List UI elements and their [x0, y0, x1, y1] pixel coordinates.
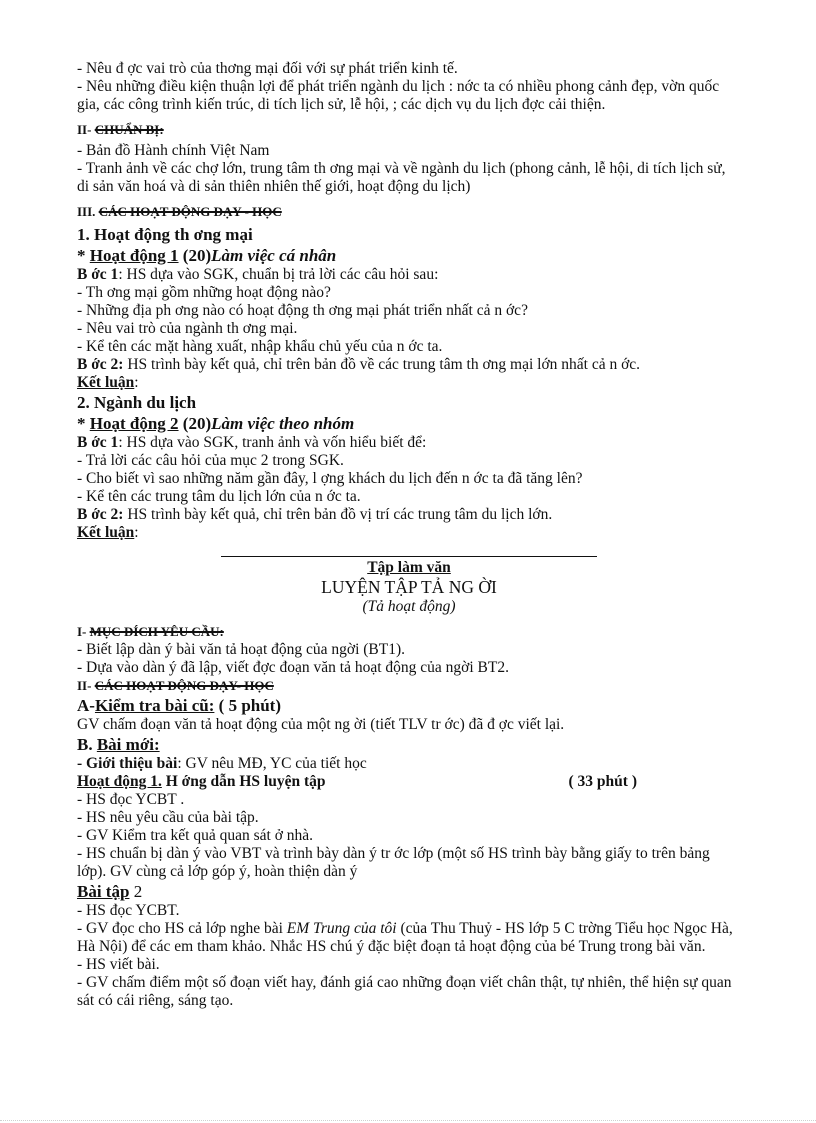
section-3-title: CÁC HOẠT ĐỘNG DẠY - HỌC — [98, 204, 282, 219]
document-page — [77, 60, 741, 1010]
activity-1-question: - Nêu vai trò của ngành th ơng mại. — [77, 320, 298, 337]
exercise-2-item: - HS viết bài. — [77, 956, 160, 973]
activity-1-step-2: B ớc 2: HS trình bày kết quả, chỉ trên bản đồ về các trung tâm th ơng mại lớn nhất cả n ớc. — [77, 356, 641, 373]
activities-heading: II- CÁC HOẠT ĐỘNG DẠY- HỌC — [77, 678, 274, 693]
goals-title: MỤC ĐÍCH YÊU CẦU: — [89, 624, 224, 639]
exercise-2-heading: Bài tập 2 — [77, 882, 143, 901]
goal-item-2: - Dựa vào dàn ý đã lập, viết đợc đoạn văn tả hoạt động của ngời BT2. — [77, 659, 509, 676]
lesson-subject: Tập làm văn — [367, 559, 451, 576]
section-divider — [221, 556, 597, 557]
activity-2-question: - Kể tên các trung tâm du lịch lớn của n ớc ta. — [77, 488, 361, 505]
guided-practice-time: ( 33 phút ) — [568, 773, 637, 790]
prep-item-1: - Bản đồ Hành chính Việt Nam — [77, 142, 270, 159]
exercise-2-item: - HS đọc YCBT. — [77, 902, 180, 919]
activities-title: CÁC HOẠT ĐỘNG DẠY- HỌC — [94, 678, 274, 693]
exercise-2-item: - GV đọc cho HS cả lớp nghe bài EM Trung của tôi (của Thu Thuỷ - HS lớp 5 C trờng Tiểu học Ngọc Hà, Hà Nội) để các em tham khảo. Nhắc HS chú ý đặc biệt đoạn tả hoạt động của bé Trung trong bài văn. — [77, 920, 733, 955]
practice-item: - HS chuẩn bị dàn ý vào VBT và trình bày dàn ý tr ớc lớp (một số HS trình bày bằng giấy to trên bảng lớp). GV cùng cả lớp góp ý, hoàn thiện dàn ý — [77, 845, 710, 880]
practice-item: - HS nêu yêu cầu của bài tập. — [77, 809, 259, 826]
activity-1-step-1: B ớc 1: HS dựa vào SGK, chuẩn bị trả lời các câu hỏi sau: — [77, 266, 439, 283]
section-3-heading: III. CÁC HOẠT ĐỘNG DẠY - HỌC — [77, 204, 282, 219]
goals-heading: I- MỤC ĐÍCH YÊU CẦU: — [77, 624, 224, 639]
activity-2-question: - Trả lời các câu hỏi của mục 2 trong SGK. — [77, 452, 344, 469]
activity-1-question: - Kể tên các mặt hàng xuất, nhập khẩu chủ yếu của n ớc ta. — [77, 338, 443, 355]
activity-2-conclusion: Kết luận: — [77, 524, 139, 541]
lesson-subtitle: (Tả hoạt động) — [362, 598, 456, 615]
practice-item: - HS đọc YCBT . — [77, 791, 185, 808]
review-heading: A-Kiểm tra bài cũ: ( 5 phút) — [77, 696, 282, 715]
activity-2-mode: Làm việc theo nhóm — [211, 414, 355, 433]
new-lesson-heading: B. Bài mới: — [77, 735, 160, 754]
review-text: GV chấm đoạn văn tả hoạt động của một ng ời (tiết TLV tr ớc) đã đ ợc viết lại. — [77, 716, 565, 733]
footer-dotted-line — [0, 1120, 816, 1121]
goal-item-1: - Biết lập dàn ý bài văn tả hoạt động của ngời (BT1). — [77, 641, 406, 658]
guided-practice-heading: Hoạt động 1. H ớng dẫn HS luyện tập ( 33 phút ) — [77, 773, 741, 791]
prep-item-2: - Tranh ảnh về các chợ lớn, trung tâm th ơng mại và về ngành du lịch (phong cảnh, lễ hội, di tích lịch sử, di sản văn hoá và di sản thiên nhiên thế giới, hoạt động du lịch) — [77, 160, 726, 195]
intro-line-2: - Nêu những điều kiện thuận lợi để phát triển ngành du lịch : nớc ta có nhiều phong cảnh đẹp, vờn quốc gia, các công trình kiến trúc, di tích lịch sử, lễ hội, ; các dịch vụ du lịch đợc cải thiện. — [77, 78, 720, 113]
section-2-heading: II- CHUẨN BỊ: — [77, 122, 164, 137]
section-2-title: CHUẨN BỊ: — [94, 122, 164, 137]
activity-2-step-2: B ớc 2: HS trình bày kết quả, chỉ trên bản đồ vị trí các trung tâm du lịch lớn. — [77, 506, 553, 523]
activity-1-conclusion: Kết luận: — [77, 374, 139, 391]
lesson-intro: - Giới thiệu bài: GV nêu MĐ, YC của tiết học — [77, 755, 367, 772]
part-2-title: 2. Ngành du lịch — [77, 393, 197, 412]
lesson-title: LUYỆN TẬP TẢ NG ỜI — [321, 577, 497, 597]
activity-1-heading: * Hoạt động 1 (20)Làm việc cá nhân — [77, 246, 337, 265]
activity-1-mode: Làm việc cá nhân — [211, 246, 337, 265]
part-1-title: 1. Hoạt động th ơng mại — [77, 225, 253, 244]
reference-text-title: EM Trung của tôi — [286, 920, 397, 937]
practice-item: - GV Kiểm tra kết quả quan sát ở nhà. — [77, 827, 314, 844]
activity-2-heading: * Hoạt động 2 (20)Làm việc theo nhóm — [77, 414, 355, 433]
exercise-2-item: - GV chấm điểm một số đoạn viết hay, đánh giá cao những đoạn viết chân thật, tự nhiên, thể hiện sự quan sát có cái riêng, sáng tạo. — [77, 974, 732, 1009]
activity-2-step-1: B ớc 1: HS dựa vào SGK, tranh ảnh và vốn hiểu biết để: — [77, 434, 427, 451]
activity-1-question: - Th ơng mại gồm những hoạt động nào? — [77, 284, 331, 301]
intro-line-1: - Nêu đ ợc vai trò của thơng mại đối với sự phát triển kinh tế. — [77, 60, 458, 77]
activity-1-question: - Những địa ph ơng nào có hoạt động th ơng mại phát triển nhất cả n ớc? — [77, 302, 528, 319]
activity-2-question: - Cho biết vì sao những năm gần đây, l ợng khách du lịch đến n ớc ta đã tăng lên? — [77, 470, 583, 487]
